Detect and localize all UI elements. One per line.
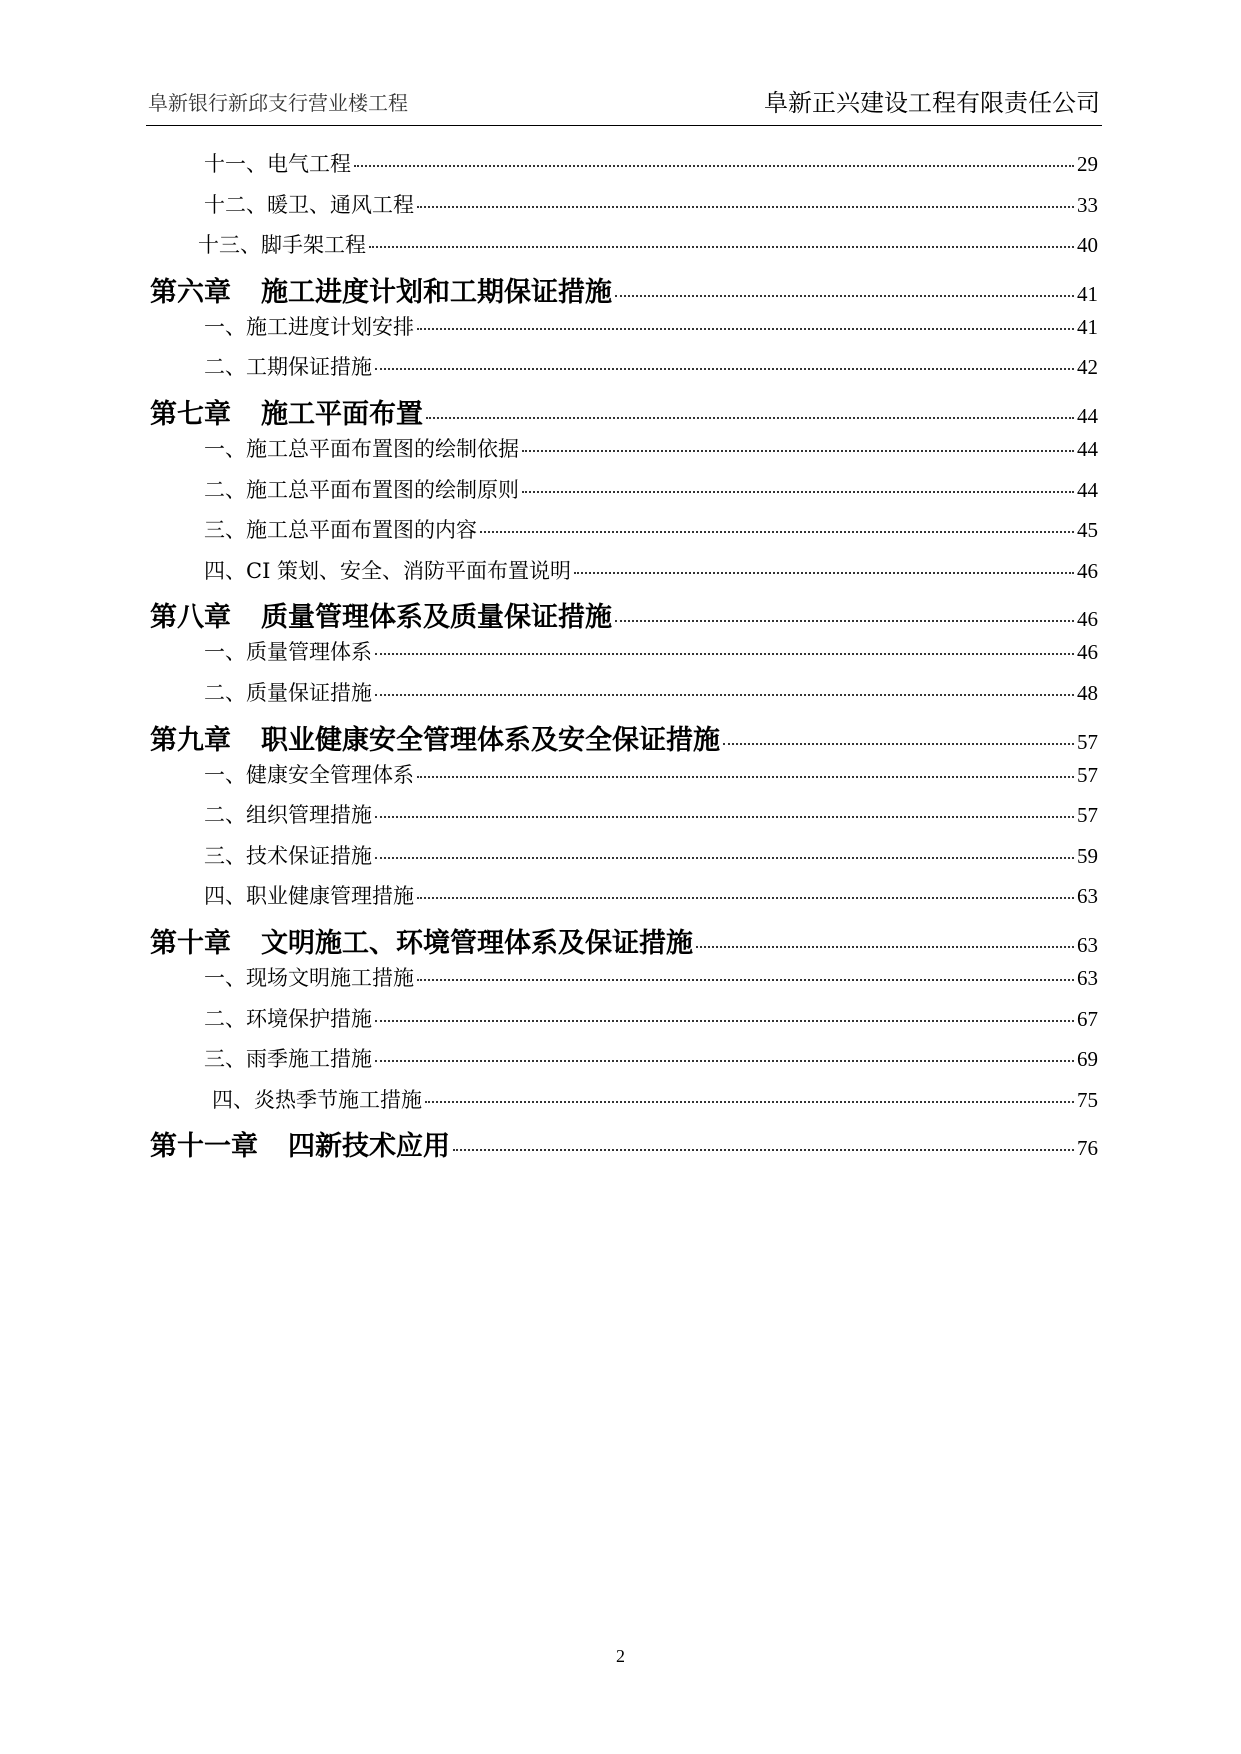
toc-dot-leader xyxy=(417,206,1074,208)
toc-page-number: 44 xyxy=(1077,436,1098,461)
toc-chapter-entry[interactable] xyxy=(150,718,1098,759)
toc-page-number: 41 xyxy=(1077,314,1098,339)
toc-chapter-number: 第七章 xyxy=(150,398,231,430)
toc-dot-leader xyxy=(480,531,1074,533)
toc-entry-title: 一、健康安全管理体系 xyxy=(204,762,414,787)
toc-entry-title: 二、环境保护措施 xyxy=(204,1006,372,1031)
header-divider xyxy=(146,125,1102,126)
toc-dot-leader xyxy=(354,165,1074,167)
toc-entry-title: 一、施工进度计划安排 xyxy=(204,314,414,339)
toc-page-number: 69 xyxy=(1077,1047,1098,1072)
toc-dot-leader xyxy=(375,1060,1074,1062)
toc-page-number: 57 xyxy=(1077,762,1098,787)
toc-section-entry[interactable] xyxy=(150,1043,1098,1084)
toc-section-entry[interactable] xyxy=(150,433,1098,474)
toc-entry-title: 一、施工总平面布置图的绘制依据 xyxy=(204,436,519,461)
toc-dot-leader xyxy=(417,776,1074,778)
toc-chapter-title: 施工平面布置 xyxy=(261,398,423,430)
toc-dot-leader xyxy=(375,816,1074,818)
toc-dot-leader xyxy=(615,620,1074,622)
toc-chapter-title: 四新技术应用 xyxy=(288,1131,450,1163)
toc-entry-title xyxy=(150,921,693,960)
toc-page-number: 42 xyxy=(1077,355,1098,380)
toc-section-entry[interactable] xyxy=(150,799,1098,840)
toc-dot-leader xyxy=(522,491,1074,493)
toc-dot-leader xyxy=(453,1149,1074,1151)
toc-entry-title: 一、现场文明施工措施 xyxy=(204,965,414,990)
toc-section-entry[interactable] xyxy=(150,229,1098,270)
toc-entry-title xyxy=(150,595,612,634)
toc-entry-title: 二、施工总平面布置图的绘制原则 xyxy=(204,477,519,502)
toc-section-entry[interactable] xyxy=(150,840,1098,881)
toc-entry-title: 四、CI 策划、安全、消防平面布置说明 xyxy=(204,558,572,583)
toc-entry-title xyxy=(150,718,720,757)
toc-chapter-title: 文明施工、环境管理体系及保证措施 xyxy=(261,927,693,959)
toc-section-entry[interactable] xyxy=(150,474,1098,515)
toc-section-entry[interactable] xyxy=(150,351,1098,392)
toc-section-entry[interactable] xyxy=(150,759,1098,800)
page-number: 2 xyxy=(616,1646,625,1666)
toc-section-entry[interactable] xyxy=(150,1084,1098,1125)
toc-entry-title: 十一、电气工程 xyxy=(204,152,351,176)
toc-page-number: 41 xyxy=(1077,281,1098,306)
toc-page-number: 46 xyxy=(1077,640,1098,665)
toc-dot-leader xyxy=(417,328,1074,330)
toc-dot-leader xyxy=(375,1020,1074,1022)
toc-dot-leader xyxy=(696,946,1074,948)
toc-page-number: 63 xyxy=(1077,932,1098,957)
toc-entry-title: 一、质量管理体系 xyxy=(204,640,372,665)
toc-page-number: 44 xyxy=(1077,477,1098,502)
toc-page-number: 57 xyxy=(1077,729,1098,754)
toc-chapter-number: 第十章 xyxy=(150,927,231,959)
toc-dot-leader xyxy=(369,246,1074,248)
toc-section-entry[interactable] xyxy=(150,1003,1098,1044)
toc-dot-leader xyxy=(723,743,1074,745)
toc-dot-leader xyxy=(417,897,1074,899)
toc-chapter-number: 第十一章 xyxy=(150,1131,258,1163)
toc-page-number: 45 xyxy=(1077,518,1098,543)
toc-chapter-title: 职业健康安全管理体系及安全保证措施 xyxy=(261,724,720,756)
toc-page-number: 33 xyxy=(1077,192,1098,217)
toc-section-entry[interactable] xyxy=(150,880,1098,921)
toc-chapter-entry[interactable] xyxy=(150,921,1098,962)
toc-entry-title: 四、炎热季节施工措施 xyxy=(212,1087,422,1112)
toc-entry-title: 三、雨季施工措施 xyxy=(204,1047,372,1072)
toc-entry-title: 三、施工总平面布置图的内容 xyxy=(204,518,477,543)
toc-chapter-title: 质量管理体系及质量保证措施 xyxy=(261,602,612,634)
toc-section-entry[interactable] xyxy=(150,962,1098,1003)
toc-page-number: 48 xyxy=(1077,680,1098,705)
toc-dot-leader xyxy=(417,979,1074,981)
table-of-contents xyxy=(150,148,1098,1165)
toc-page-number: 40 xyxy=(1077,233,1098,258)
header-project-name: 阜新银行新邱支行营业楼工程 xyxy=(148,91,408,115)
toc-entry-title xyxy=(150,392,423,431)
toc-page-number: 63 xyxy=(1077,965,1098,990)
header-company-name: 阜新正兴建设工程有限责任公司 xyxy=(764,89,1100,117)
page-header xyxy=(148,86,1100,122)
toc-dot-leader xyxy=(375,857,1074,859)
toc-entry-title: 二、质量保证措施 xyxy=(204,680,372,705)
toc-page-number: 75 xyxy=(1077,1087,1098,1112)
toc-page-number: 29 xyxy=(1077,152,1098,176)
toc-page-number: 46 xyxy=(1077,558,1098,583)
toc-dot-leader xyxy=(375,368,1074,370)
toc-page-number: 44 xyxy=(1077,403,1098,428)
toc-section-entry[interactable] xyxy=(150,514,1098,555)
toc-section-entry[interactable] xyxy=(150,677,1098,718)
toc-entry-title: 二、工期保证措施 xyxy=(204,355,372,380)
toc-dot-leader xyxy=(375,694,1074,696)
toc-page-number: 63 xyxy=(1077,884,1098,909)
toc-chapter-number: 第八章 xyxy=(150,602,231,634)
toc-chapter-entry[interactable] xyxy=(150,1124,1098,1165)
toc-entry-title: 四、职业健康管理措施 xyxy=(204,884,414,909)
toc-entry-title: 十三、脚手架工程 xyxy=(198,233,366,258)
toc-entry-title xyxy=(150,270,612,309)
toc-chapter-number: 第六章 xyxy=(150,276,231,308)
toc-page-number: 46 xyxy=(1077,607,1098,632)
toc-section-entry[interactable] xyxy=(150,636,1098,677)
toc-page-number: 59 xyxy=(1077,843,1098,868)
toc-section-entry[interactable] xyxy=(150,189,1098,230)
toc-dot-leader xyxy=(375,653,1074,655)
toc-entry-title: 二、组织管理措施 xyxy=(204,803,372,828)
toc-page-number: 76 xyxy=(1077,1136,1098,1161)
toc-chapter-number: 第九章 xyxy=(150,724,231,756)
toc-dot-leader xyxy=(615,295,1074,297)
toc-section-entry[interactable] xyxy=(150,555,1098,596)
toc-page-number: 67 xyxy=(1077,1006,1098,1031)
toc-entry-title: 十二、暖卫、通风工程 xyxy=(204,192,414,217)
toc-dot-leader xyxy=(574,572,1074,574)
toc-chapter-entry[interactable] xyxy=(150,270,1098,311)
toc-page-number: 57 xyxy=(1077,803,1098,828)
toc-entry-title: 三、技术保证措施 xyxy=(204,843,372,868)
toc-dot-leader xyxy=(426,417,1074,419)
toc-section-entry[interactable] xyxy=(150,148,1098,189)
toc-dot-leader xyxy=(522,450,1074,452)
toc-dot-leader xyxy=(425,1101,1074,1103)
toc-chapter-entry[interactable] xyxy=(150,392,1098,433)
toc-chapter-title: 施工进度计划和工期保证措施 xyxy=(261,276,612,308)
toc-chapter-entry[interactable] xyxy=(150,595,1098,636)
toc-entry-title xyxy=(150,1124,450,1163)
toc-section-entry[interactable] xyxy=(150,311,1098,352)
